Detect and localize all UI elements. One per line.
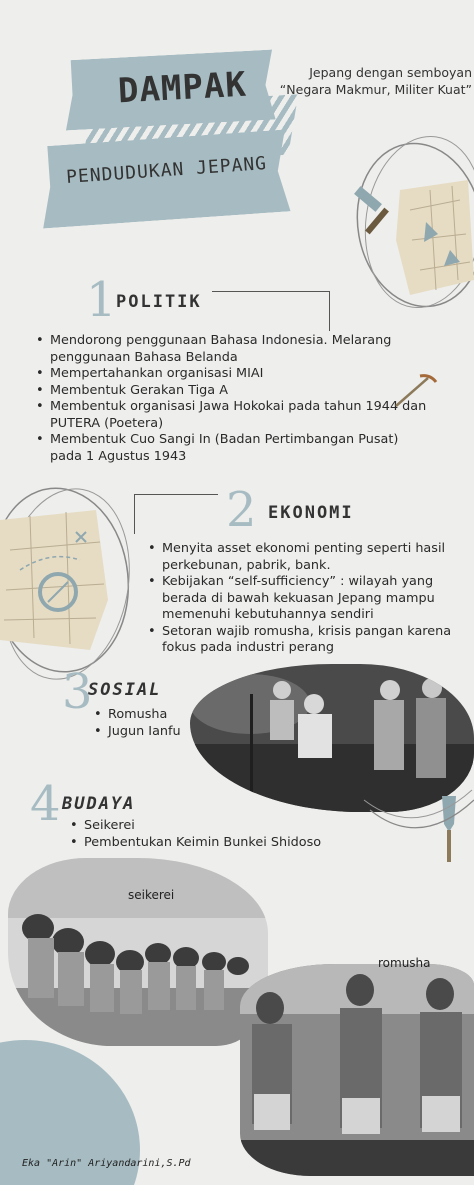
romusha-caption: romusha (378, 956, 431, 970)
author-credit: Eka "Arin" Ariyandarini,S.Pd (22, 1158, 191, 1169)
ring-decoration-icon (360, 760, 474, 840)
motto (276, 64, 472, 98)
list-item: • Jugun Ianfu (92, 724, 212, 741)
section-1-bracket (212, 291, 330, 331)
section-2-title: EKONOMI (268, 503, 354, 523)
list-item: • Mendorong penggunaan Bahasa Indonesia. Melarang penggunaan Bahasa Belanda (34, 333, 434, 366)
page-title: DAMPAK (117, 64, 248, 112)
budaya-list (68, 818, 358, 851)
section-3-number: 3 (62, 664, 93, 720)
section-2-number: 2 (226, 482, 257, 538)
map-compass-decoration-icon (0, 480, 150, 690)
list-item: • Membentuk Cuo Sangi In (Badan Pertimbangan Pusat) pada 1 Agustus 1943 (34, 432, 434, 465)
section-3-title: SOSIAL (88, 680, 162, 700)
map-ring-decoration-icon (340, 130, 474, 320)
ekonomi-list (146, 541, 464, 657)
motto-line-1: Jepang dengan semboyan (309, 65, 472, 80)
list-item: • Membentuk Gerakan Tiga A (34, 383, 434, 400)
motto-line-2: “Negara Makmur, Militer Kuat” (279, 82, 472, 97)
romusha-photo (240, 964, 474, 1176)
section-2-bracket (134, 494, 218, 534)
page-subtitle: PENDUDUKAN JEPANG (65, 153, 268, 188)
seikerei-caption: seikerei (128, 888, 175, 902)
section-1-title: POLITIK (116, 292, 202, 312)
list-item: • Seikerei (68, 818, 358, 835)
list-item: • Setoran wajib romusha, krisis pangan karena fokus pada industri perang (146, 624, 464, 657)
list-item: • Menyita asset ekonomi penting seperti hasil perkebunan, pabrik, bank. (146, 541, 464, 574)
seikerei-photo (8, 858, 268, 1046)
list-item: • Membentuk organisasi Jawa Hokokai pada tahun 1944 dan PUTERA (Poetera) (34, 399, 434, 432)
pickaxe-icon (390, 370, 440, 410)
section-4-title: BUDAYA (62, 794, 136, 814)
list-item: • Mempertahankan organisasi MIAI (34, 366, 434, 383)
list-item: • Pembentukan Keimin Bunkei Shidoso (68, 835, 358, 852)
list-item: • Kebijakan “self-sufficiency” : wilayah yang berada di bawah kekuasan Jepang mampu memenuhi kebutuhannya sendiri (146, 574, 464, 624)
politik-list (34, 333, 434, 465)
section-1-number: 1 (86, 272, 117, 328)
section-4-number: 4 (30, 776, 61, 832)
list-item: • Romusha (92, 707, 212, 724)
